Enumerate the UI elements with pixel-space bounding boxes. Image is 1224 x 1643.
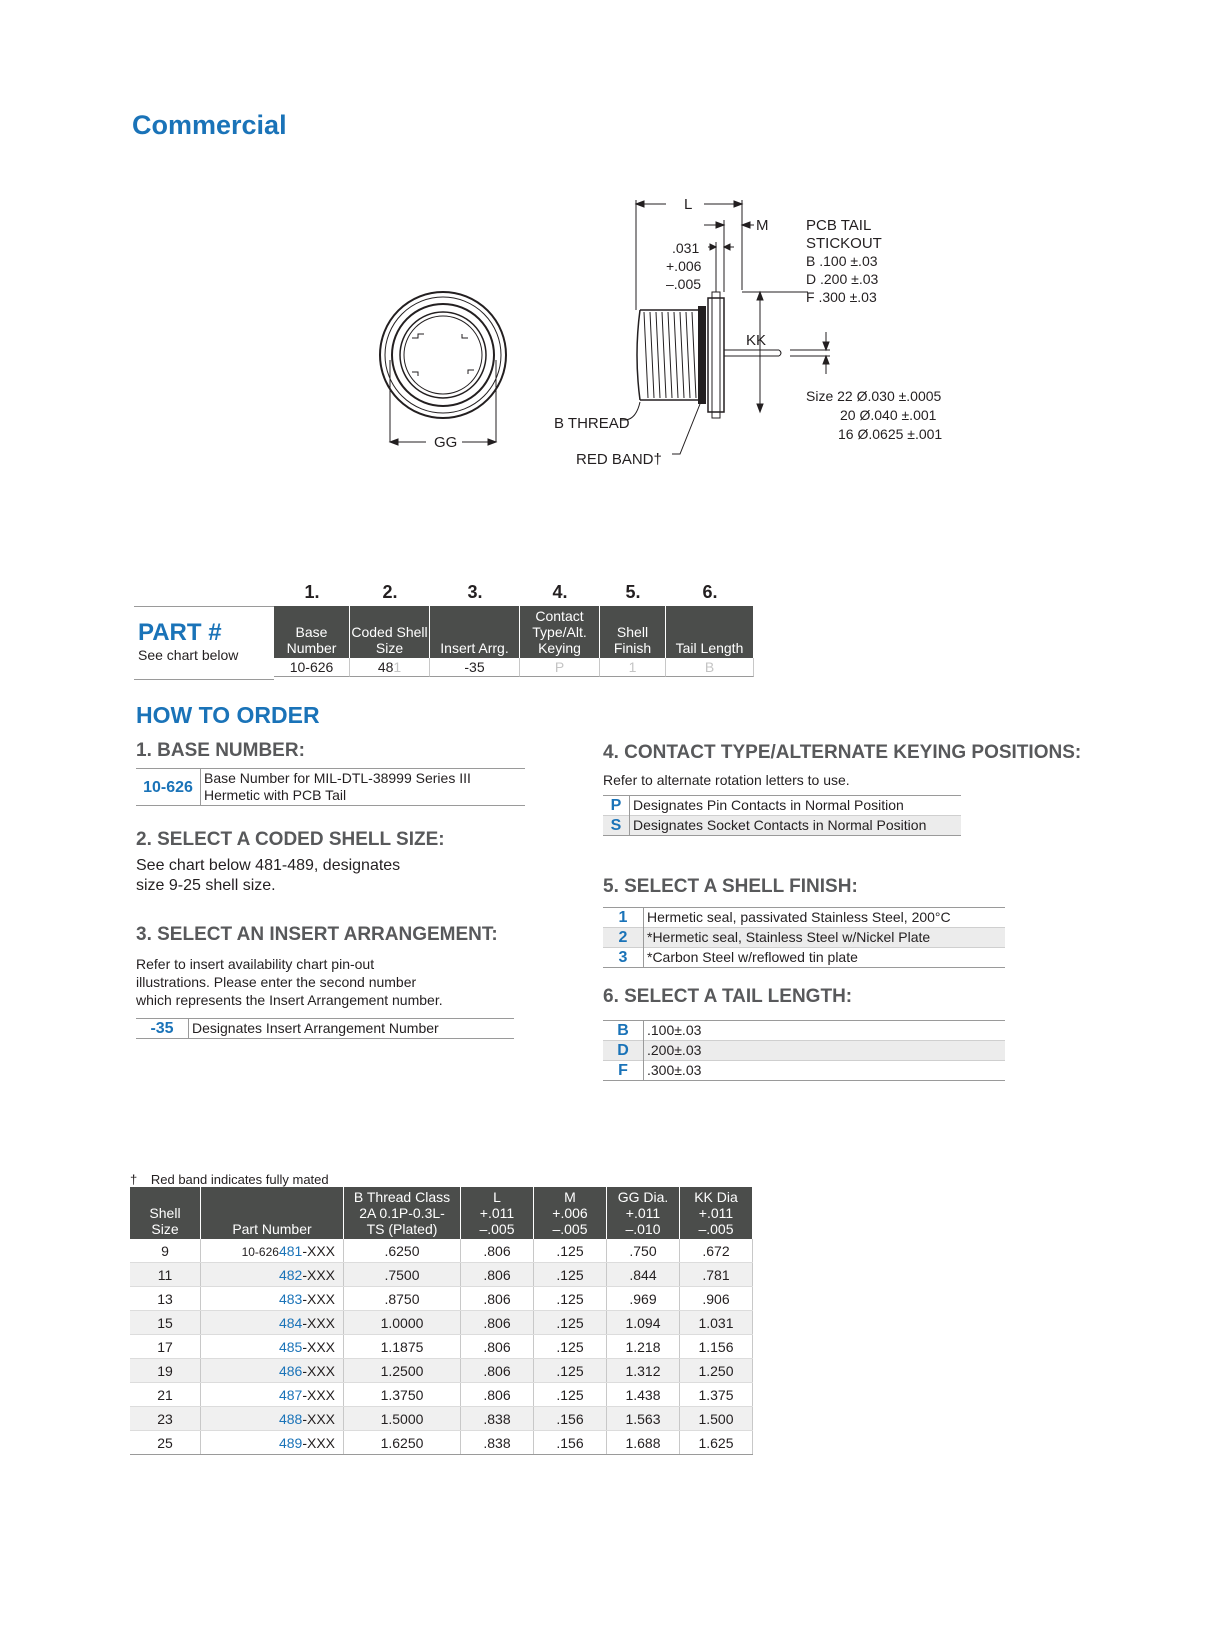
cell-part-number: 10-626481-XXX [201,1239,344,1263]
cell-b-thread: 1.2500 [344,1359,461,1383]
cell-kk: 1.031 [680,1311,753,1335]
cell-b-thread: 1.1875 [344,1335,461,1359]
cell-l: .806 [461,1287,534,1311]
tail-code-d: D [603,1041,644,1061]
shell-finish-table [603,907,1005,968]
tail-code-b: B [603,1021,644,1041]
cell-kk: 1.500 [680,1407,753,1431]
pn-step-1: 1. [304,582,320,602]
dimension-table [130,1187,753,1455]
pn-step-5: 5. [625,582,641,602]
dagger-mark: † [130,1172,138,1187]
part-sublabel: See chart below [138,647,239,663]
cell-b-thread: 1.6250 [344,1431,461,1455]
contact-desc-p: Designates Pin Contacts in Normal Position [633,797,904,813]
pn-header-contact: Contact Type/Alt. Keying [520,606,600,658]
col-kk: KK Dia +.011 –.005 [680,1187,753,1239]
tail-row [603,1041,1005,1061]
contact-code-s: S [603,816,630,836]
gg-label: GG [434,434,458,451]
cell-l: .806 [461,1335,534,1359]
insert-arrangement-desc: Designates Insert Arrangement Number [192,1020,439,1036]
cell-part-number: 487-XXX [201,1383,344,1407]
cell-part-number: 486-XXX [201,1359,344,1383]
tail-desc-f: .300±.03 [647,1062,702,1078]
front-view [380,292,506,445]
pn-header-finish: Shell Finish [600,606,666,658]
table-row [130,1359,753,1383]
pn-value-tail: B [666,658,754,677]
insert-arrangement-code: -35 [136,1019,189,1039]
kk-label: KK [746,332,767,349]
cell-shell-size: 11 [130,1263,201,1287]
cell-kk: .906 [680,1287,753,1311]
finish-code-3: 3 [603,948,644,968]
col-shell-size: Shell Size [130,1187,201,1239]
connector-drawing [0,180,1224,500]
cell-m: .156 [534,1431,607,1455]
cell-kk: .672 [680,1239,753,1263]
base-number-desc: Base Number for MIL-DTL-38999 Series III Hermetic with PCB Tail [204,770,471,803]
contact-code-p: P [603,796,630,816]
pcb-tail-label: PCB TAIL [806,217,872,234]
cell-gg: 1.438 [607,1383,680,1407]
insert-arrangement-table [136,1018,514,1039]
section-4-title: 4. CONTACT TYPE/ALTERNATE KEYING POSITIONS: [603,742,1082,763]
cell-l: .838 [461,1407,534,1431]
pn-step-2: 2. [382,582,398,602]
table-row [130,1311,753,1335]
table-row [130,1263,753,1287]
cell-m: .125 [534,1359,607,1383]
l-label: L [684,196,693,213]
section-2-text: See chart below 481-489, designates size 9-25 shell size. [136,857,401,894]
contact-type-row [603,796,961,816]
cell-m: .125 [534,1335,607,1359]
cell-l: .806 [461,1359,534,1383]
stickout-label: STICKOUT [806,235,882,252]
cell-l: .806 [461,1263,534,1287]
table-row [130,1407,753,1431]
cell-m: .125 [534,1383,607,1407]
cell-m: .125 [534,1287,607,1311]
cell-m: .156 [534,1407,607,1431]
cell-kk: 1.250 [680,1359,753,1383]
tail-row [603,1061,1005,1081]
cell-shell-size: 15 [130,1311,201,1335]
stickout-f: F .300 ±.03 [806,289,877,305]
pn-header-insert: Insert Arrg. [430,606,520,658]
col-part-number: Part Number [201,1187,344,1239]
footnote [130,1172,329,1187]
tail-code-f: F [603,1061,644,1081]
cell-m: .125 [534,1239,607,1263]
contact-type-row [603,816,961,836]
dim-031: .031 [672,240,700,256]
col-b-thread: B Thread Class 2A 0.1P-0.3L- TS (Plated) [344,1187,461,1239]
cell-gg: 1.218 [607,1335,680,1359]
cell-part-number: 482-XXX [201,1263,344,1287]
pn-value-base: 10-626 [274,658,350,677]
cell-shell-size: 9 [130,1239,201,1263]
section-3-title: 3. SELECT AN INSERT ARRANGEMENT: [136,924,498,945]
col-gg: GG Dia. +.011 –.010 [607,1187,680,1239]
cell-kk: 1.375 [680,1383,753,1407]
m-label: M [756,217,769,234]
cell-b-thread: .7500 [344,1263,461,1287]
cell-b-thread: 1.0000 [344,1311,461,1335]
how-to-order-title: HOW TO ORDER [136,702,320,728]
tail-desc-d: .200±.03 [647,1042,702,1058]
cell-gg: .969 [607,1287,680,1311]
cell-kk: 1.625 [680,1431,753,1455]
stickout-d: D .200 ±.03 [806,271,879,287]
section-3-text: Refer to insert availability chart pin-out illustrations. Please enter the second number which represents the Insert Arrangement number. [136,956,443,1008]
cell-kk: 1.156 [680,1335,753,1359]
table-row [130,1383,753,1407]
table-row [130,1287,753,1311]
pn-value-shell-size: 481 [350,658,430,677]
finish-code-2: 2 [603,928,644,948]
cell-shell-size: 13 [130,1287,201,1311]
section-4-intro: Refer to alternate rotation letters to use. [603,772,850,788]
contact-desc-s: Designates Socket Contacts in Normal Position [633,817,927,833]
page-title: Commercial [132,110,287,140]
dim-005: –.005 [666,276,702,292]
finish-row [603,948,1005,968]
finish-desc-2: *Hermetic seal, Stainless Steel w/Nickel Plate [647,929,931,945]
table-row [130,1431,753,1455]
finish-desc-3: *Carbon Steel w/reflowed tin plate [647,949,858,965]
side-view [620,200,830,454]
cell-gg: 1.094 [607,1311,680,1335]
cell-b-thread: 1.3750 [344,1383,461,1407]
pn-value-insert: -35 [430,658,520,677]
dim-006: +.006 [666,258,702,274]
section-1-title: 1. BASE NUMBER: [136,740,305,761]
cell-b-thread: .8750 [344,1287,461,1311]
pn-header-shell-size: Coded Shell Size [350,606,430,658]
cell-part-number: 484-XXX [201,1311,344,1335]
cell-gg: 1.563 [607,1407,680,1431]
cell-gg: .844 [607,1263,680,1287]
cell-shell-size: 23 [130,1407,201,1431]
pn-header-base: Base Number [274,606,350,658]
col-l: L +.011 –.005 [461,1187,534,1239]
section-2-title: 2. SELECT A CODED SHELL SIZE: [136,829,445,850]
cell-gg: .750 [607,1239,680,1263]
cell-l: .806 [461,1383,534,1407]
cell-b-thread: .6250 [344,1239,461,1263]
tail-length-table [603,1020,1005,1081]
finish-desc-1: Hermetic seal, passivated Stainless Steel, 200°C [647,909,951,925]
cell-kk: .781 [680,1263,753,1287]
part-label-cell [134,606,274,680]
cell-shell-size: 17 [130,1335,201,1359]
table-row [130,1239,753,1263]
cell-m: .125 [534,1263,607,1287]
b-thread-label: B THREAD [554,415,630,432]
stickout-b: B .100 ±.03 [806,253,878,269]
size16-label: 16 Ø.0625 ±.001 [838,426,943,442]
pn-value-contact: P [520,658,600,677]
table-row [130,1335,753,1359]
finish-row [603,908,1005,928]
cell-l: .806 [461,1311,534,1335]
cell-shell-size: 25 [130,1431,201,1455]
cell-part-number: 489-XXX [201,1431,344,1455]
section-6-title: 6. SELECT A TAIL LENGTH: [603,986,853,1007]
tail-row [603,1021,1005,1041]
cell-part-number: 483-XXX [201,1287,344,1311]
finish-row [603,928,1005,948]
cell-part-number: 488-XXX [201,1407,344,1431]
pn-step-4: 4. [552,582,568,602]
cell-part-number: 485-XXX [201,1335,344,1359]
size22-label: Size 22 Ø.030 ±.0005 [806,388,942,404]
pn-step-3: 3. [467,582,483,602]
col-m: M +.006 –.005 [534,1187,607,1239]
cell-gg: 1.688 [607,1431,680,1455]
tail-desc-b: .100±.03 [647,1022,702,1038]
cell-b-thread: 1.5000 [344,1407,461,1431]
base-number-code: 10-626 [136,769,201,806]
cell-shell-size: 19 [130,1359,201,1383]
cell-m: .125 [534,1311,607,1335]
cell-gg: 1.312 [607,1359,680,1383]
cell-l: .806 [461,1239,534,1263]
finish-code-1: 1 [603,908,644,928]
contact-type-table [603,795,961,836]
cell-l: .838 [461,1431,534,1455]
pn-step-6: 6. [702,582,718,602]
cell-shell-size: 21 [130,1383,201,1407]
size20-label: 20 Ø.040 ±.001 [840,407,937,423]
base-number-table [136,768,525,806]
footnote-text: Red band indicates fully mated [150,1172,329,1187]
pn-header-tail: Tail Length [666,606,754,658]
pn-value-finish: 1 [600,658,666,677]
red-band-label: RED BAND† [576,451,662,468]
section-5-title: 5. SELECT A SHELL FINISH: [603,876,858,897]
part-label: PART # [138,619,222,646]
